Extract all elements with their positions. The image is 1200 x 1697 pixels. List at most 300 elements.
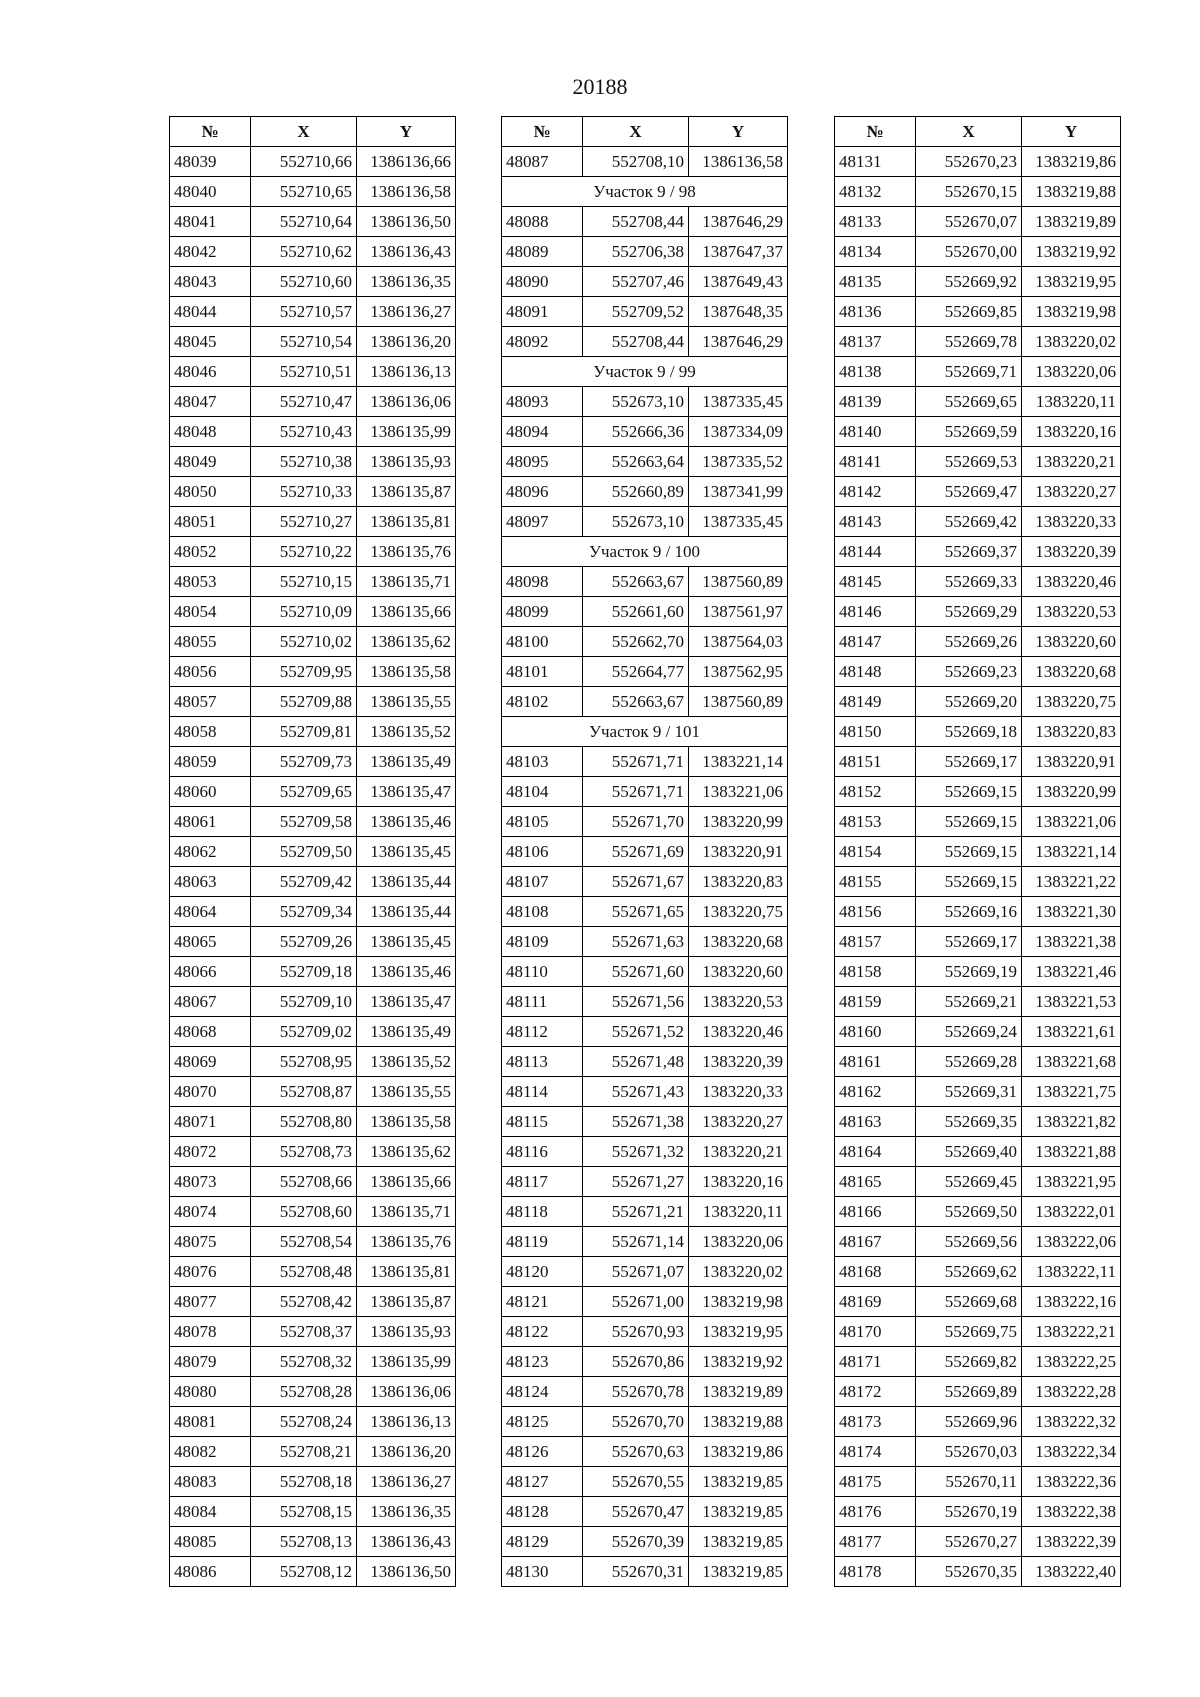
header-y: Y: [357, 117, 456, 147]
table-row: [502, 1347, 788, 1377]
x-coordinate-cell: 552669,62: [916, 1257, 1022, 1287]
table-row: [170, 1287, 456, 1317]
x-coordinate-cell: 552670,00: [916, 237, 1022, 267]
point-number-cell: 48172: [835, 1377, 916, 1407]
point-number-cell: 48101: [502, 657, 583, 687]
table-row: [170, 957, 456, 987]
x-coordinate-cell: 552709,52: [583, 297, 689, 327]
table-row: [502, 327, 788, 357]
coordinates-table-2: [501, 116, 788, 1587]
point-number-cell: 48162: [835, 1077, 916, 1107]
point-number-cell: 48164: [835, 1137, 916, 1167]
y-coordinate-cell: 1386136,27: [357, 1467, 456, 1497]
x-coordinate-cell: 552708,44: [583, 327, 689, 357]
x-coordinate-cell: 552708,44: [583, 207, 689, 237]
x-coordinate-cell: 552669,20: [916, 687, 1022, 717]
point-number-cell: 48131: [835, 147, 916, 177]
point-number-cell: 48130: [502, 1557, 583, 1587]
y-coordinate-cell: 1386135,81: [357, 1257, 456, 1287]
y-coordinate-cell: 1383221,95: [1022, 1167, 1121, 1197]
y-coordinate-cell: 1383221,61: [1022, 1017, 1121, 1047]
section-title: Участок 9 / 100: [502, 537, 788, 567]
y-coordinate-cell: 1383220,68: [1022, 657, 1121, 687]
table-row: [170, 1077, 456, 1107]
point-number-cell: 48078: [170, 1317, 251, 1347]
table-row: [170, 627, 456, 657]
table-row: [170, 387, 456, 417]
point-number-cell: 48098: [502, 567, 583, 597]
y-coordinate-cell: 1386135,44: [357, 897, 456, 927]
point-number-cell: 48064: [170, 897, 251, 927]
y-coordinate-cell: 1386136,06: [357, 1377, 456, 1407]
table-row: [502, 1137, 788, 1167]
table-row: [502, 147, 788, 177]
point-number-cell: 48153: [835, 807, 916, 837]
x-coordinate-cell: 552708,87: [251, 1077, 357, 1107]
point-number-cell: 48095: [502, 447, 583, 477]
point-number-cell: 48086: [170, 1557, 251, 1587]
y-coordinate-cell: 1386135,99: [357, 417, 456, 447]
y-coordinate-cell: 1386135,71: [357, 1197, 456, 1227]
y-coordinate-cell: 1383220,53: [689, 987, 788, 1017]
x-coordinate-cell: 552669,15: [916, 807, 1022, 837]
x-coordinate-cell: 552670,93: [583, 1317, 689, 1347]
point-number-cell: 48073: [170, 1167, 251, 1197]
table-row: [835, 537, 1121, 567]
table-row: [502, 507, 788, 537]
table-row: [835, 627, 1121, 657]
point-number-cell: 48166: [835, 1197, 916, 1227]
x-coordinate-cell: 552663,67: [583, 567, 689, 597]
x-coordinate-cell: 552708,60: [251, 1197, 357, 1227]
table-row: [835, 267, 1121, 297]
point-number-cell: 48144: [835, 537, 916, 567]
point-number-cell: 48161: [835, 1047, 916, 1077]
point-number-cell: 48090: [502, 267, 583, 297]
table-row: [835, 1437, 1121, 1467]
x-coordinate-cell: 552708,24: [251, 1407, 357, 1437]
point-number-cell: 48069: [170, 1047, 251, 1077]
point-number-cell: 48171: [835, 1347, 916, 1377]
point-number-cell: 48152: [835, 777, 916, 807]
section-row: [502, 177, 788, 207]
y-coordinate-cell: 1386135,66: [357, 1167, 456, 1197]
table-row: [502, 897, 788, 927]
y-coordinate-cell: 1387561,97: [689, 597, 788, 627]
x-coordinate-cell: 552671,71: [583, 777, 689, 807]
x-coordinate-cell: 552708,95: [251, 1047, 357, 1077]
x-coordinate-cell: 552708,28: [251, 1377, 357, 1407]
y-coordinate-cell: 1383219,92: [1022, 237, 1121, 267]
y-coordinate-cell: 1383219,92: [689, 1347, 788, 1377]
x-coordinate-cell: 552671,21: [583, 1197, 689, 1227]
table-row: [835, 1077, 1121, 1107]
x-coordinate-cell: 552710,22: [251, 537, 357, 567]
table-row: [502, 1317, 788, 1347]
y-coordinate-cell: 1386135,93: [357, 447, 456, 477]
y-coordinate-cell: 1386135,76: [357, 1227, 456, 1257]
point-number-cell: 48125: [502, 1407, 583, 1437]
x-coordinate-cell: 552709,50: [251, 837, 357, 867]
x-coordinate-cell: 552708,48: [251, 1257, 357, 1287]
y-coordinate-cell: 1383222,01: [1022, 1197, 1121, 1227]
x-coordinate-cell: 552708,18: [251, 1467, 357, 1497]
table-row: [170, 1197, 456, 1227]
y-coordinate-cell: 1383220,91: [1022, 747, 1121, 777]
point-number-cell: 48060: [170, 777, 251, 807]
x-coordinate-cell: 552709,10: [251, 987, 357, 1017]
point-number-cell: 48081: [170, 1407, 251, 1437]
y-coordinate-cell: 1383220,21: [1022, 447, 1121, 477]
point-number-cell: 48082: [170, 1437, 251, 1467]
table-row: [502, 627, 788, 657]
x-coordinate-cell: 552670,55: [583, 1467, 689, 1497]
y-coordinate-cell: 1386136,66: [357, 147, 456, 177]
header-num: №: [502, 117, 583, 147]
y-coordinate-cell: 1383220,75: [1022, 687, 1121, 717]
point-number-cell: 48077: [170, 1287, 251, 1317]
table-row: [170, 1317, 456, 1347]
point-number-cell: 48165: [835, 1167, 916, 1197]
table-row: [835, 1137, 1121, 1167]
table-row: [835, 957, 1121, 987]
header-x: X: [583, 117, 689, 147]
y-coordinate-cell: 1383219,85: [689, 1467, 788, 1497]
x-coordinate-cell: 552709,65: [251, 777, 357, 807]
point-number-cell: 48085: [170, 1527, 251, 1557]
x-coordinate-cell: 552710,66: [251, 147, 357, 177]
y-coordinate-cell: 1383220,99: [689, 807, 788, 837]
y-coordinate-cell: 1383220,27: [1022, 477, 1121, 507]
y-coordinate-cell: 1383220,53: [1022, 597, 1121, 627]
x-coordinate-cell: 552661,60: [583, 597, 689, 627]
x-coordinate-cell: 552709,58: [251, 807, 357, 837]
x-coordinate-cell: 552669,33: [916, 567, 1022, 597]
y-coordinate-cell: 1383222,38: [1022, 1497, 1121, 1527]
x-coordinate-cell: 552710,57: [251, 297, 357, 327]
table-row: [835, 477, 1121, 507]
table-row: [170, 1107, 456, 1137]
x-coordinate-cell: 552708,15: [251, 1497, 357, 1527]
y-coordinate-cell: 1387647,37: [689, 237, 788, 267]
y-coordinate-cell: 1383221,68: [1022, 1047, 1121, 1077]
section-row: [502, 357, 788, 387]
x-coordinate-cell: 552673,10: [583, 507, 689, 537]
point-number-cell: 48099: [502, 597, 583, 627]
y-coordinate-cell: 1383221,14: [1022, 837, 1121, 867]
x-coordinate-cell: 552708,12: [251, 1557, 357, 1587]
point-number-cell: 48051: [170, 507, 251, 537]
x-coordinate-cell: 552709,42: [251, 867, 357, 897]
table-row: [502, 387, 788, 417]
point-number-cell: 48132: [835, 177, 916, 207]
y-coordinate-cell: 1387335,45: [689, 507, 788, 537]
table-row: [835, 657, 1121, 687]
y-coordinate-cell: 1383221,82: [1022, 1107, 1121, 1137]
table-row: [502, 477, 788, 507]
y-coordinate-cell: 1383222,06: [1022, 1227, 1121, 1257]
y-coordinate-cell: 1383221,22: [1022, 867, 1121, 897]
y-coordinate-cell: 1386135,81: [357, 507, 456, 537]
x-coordinate-cell: 552669,18: [916, 717, 1022, 747]
section-row: [502, 717, 788, 747]
y-coordinate-cell: 1387560,89: [689, 687, 788, 717]
point-number-cell: 48126: [502, 1437, 583, 1467]
point-number-cell: 48092: [502, 327, 583, 357]
x-coordinate-cell: 552669,96: [916, 1407, 1022, 1437]
table-row: [835, 927, 1121, 957]
x-coordinate-cell: 552670,86: [583, 1347, 689, 1377]
point-number-cell: 48041: [170, 207, 251, 237]
point-number-cell: 48097: [502, 507, 583, 537]
table-row: [502, 1167, 788, 1197]
table-row: [502, 657, 788, 687]
table-row: [502, 237, 788, 267]
y-coordinate-cell: 1383220,21: [689, 1137, 788, 1167]
point-number-cell: 48135: [835, 267, 916, 297]
x-coordinate-cell: 552671,07: [583, 1257, 689, 1287]
y-coordinate-cell: 1383220,16: [689, 1167, 788, 1197]
point-number-cell: 48148: [835, 657, 916, 687]
point-number-cell: 48176: [835, 1497, 916, 1527]
x-coordinate-cell: 552666,36: [583, 417, 689, 447]
y-coordinate-cell: 1383220,83: [689, 867, 788, 897]
x-coordinate-cell: 552670,07: [916, 207, 1022, 237]
point-number-cell: 48061: [170, 807, 251, 837]
x-coordinate-cell: 552671,32: [583, 1137, 689, 1167]
table-row: [502, 1287, 788, 1317]
point-number-cell: 48072: [170, 1137, 251, 1167]
table-row: [502, 1017, 788, 1047]
table-row: [835, 687, 1121, 717]
y-coordinate-cell: 1383220,02: [689, 1257, 788, 1287]
y-coordinate-cell: 1386135,47: [357, 987, 456, 1017]
point-number-cell: 48039: [170, 147, 251, 177]
table-row: [502, 867, 788, 897]
x-coordinate-cell: 552710,65: [251, 177, 357, 207]
y-coordinate-cell: 1386136,50: [357, 207, 456, 237]
x-coordinate-cell: 552708,42: [251, 1287, 357, 1317]
table-row: [170, 567, 456, 597]
y-coordinate-cell: 1383219,88: [689, 1407, 788, 1437]
point-number-cell: 48140: [835, 417, 916, 447]
table-row: [502, 267, 788, 297]
point-number-cell: 48149: [835, 687, 916, 717]
y-coordinate-cell: 1383221,06: [1022, 807, 1121, 837]
table-row: [170, 657, 456, 687]
point-number-cell: 48057: [170, 687, 251, 717]
x-coordinate-cell: 552671,65: [583, 897, 689, 927]
x-coordinate-cell: 552669,21: [916, 987, 1022, 1017]
y-coordinate-cell: 1387341,99: [689, 477, 788, 507]
point-number-cell: 48110: [502, 957, 583, 987]
x-coordinate-cell: 552669,92: [916, 267, 1022, 297]
point-number-cell: 48115: [502, 1107, 583, 1137]
point-number-cell: 48154: [835, 837, 916, 867]
y-coordinate-cell: 1383220,33: [1022, 507, 1121, 537]
x-coordinate-cell: 552673,10: [583, 387, 689, 417]
x-coordinate-cell: 552670,39: [583, 1527, 689, 1557]
x-coordinate-cell: 552670,19: [916, 1497, 1022, 1527]
x-coordinate-cell: 552709,18: [251, 957, 357, 987]
point-number-cell: 48087: [502, 147, 583, 177]
table-header-row: [502, 117, 788, 147]
table-row: [502, 1107, 788, 1137]
x-coordinate-cell: 552710,15: [251, 567, 357, 597]
x-coordinate-cell: 552710,33: [251, 477, 357, 507]
table-row: [170, 1227, 456, 1257]
point-number-cell: 48059: [170, 747, 251, 777]
x-coordinate-cell: 552669,15: [916, 837, 1022, 867]
x-coordinate-cell: 552669,50: [916, 1197, 1022, 1227]
point-number-cell: 48074: [170, 1197, 251, 1227]
y-coordinate-cell: 1386136,50: [357, 1557, 456, 1587]
x-coordinate-cell: 552669,17: [916, 747, 1022, 777]
table-row: [502, 1467, 788, 1497]
table-row: [502, 1557, 788, 1587]
point-number-cell: 48123: [502, 1347, 583, 1377]
y-coordinate-cell: 1383220,60: [689, 957, 788, 987]
header-num: №: [835, 117, 916, 147]
table-row: [502, 1437, 788, 1467]
table-row: [835, 747, 1121, 777]
x-coordinate-cell: 552670,03: [916, 1437, 1022, 1467]
x-coordinate-cell: 552670,11: [916, 1467, 1022, 1497]
point-number-cell: 48150: [835, 717, 916, 747]
y-coordinate-cell: 1383222,28: [1022, 1377, 1121, 1407]
point-number-cell: 48120: [502, 1257, 583, 1287]
y-coordinate-cell: 1383220,06: [689, 1227, 788, 1257]
point-number-cell: 48111: [502, 987, 583, 1017]
y-coordinate-cell: 1383220,33: [689, 1077, 788, 1107]
y-coordinate-cell: 1383220,02: [1022, 327, 1121, 357]
y-coordinate-cell: 1387646,29: [689, 327, 788, 357]
y-coordinate-cell: 1383220,75: [689, 897, 788, 927]
table-row: [835, 717, 1121, 747]
x-coordinate-cell: 552669,53: [916, 447, 1022, 477]
point-number-cell: 48168: [835, 1257, 916, 1287]
point-number-cell: 48116: [502, 1137, 583, 1167]
table-row: [835, 1287, 1121, 1317]
y-coordinate-cell: 1386135,93: [357, 1317, 456, 1347]
table-row: [835, 1047, 1121, 1077]
y-coordinate-cell: 1386135,47: [357, 777, 456, 807]
point-number-cell: 48070: [170, 1077, 251, 1107]
y-coordinate-cell: 1383222,36: [1022, 1467, 1121, 1497]
y-coordinate-cell: 1383220,27: [689, 1107, 788, 1137]
point-number-cell: 48117: [502, 1167, 583, 1197]
table-row: [502, 1197, 788, 1227]
y-coordinate-cell: 1383222,40: [1022, 1557, 1121, 1587]
table-row: [835, 1467, 1121, 1497]
table-row: [170, 747, 456, 777]
table-row: [170, 147, 456, 177]
y-coordinate-cell: 1383220,46: [1022, 567, 1121, 597]
page-number: 20188: [572, 74, 628, 99]
point-number-cell: 48096: [502, 477, 583, 507]
x-coordinate-cell: 552708,13: [251, 1527, 357, 1557]
table-row: [835, 1107, 1121, 1137]
table-row: [835, 867, 1121, 897]
y-coordinate-cell: 1386135,55: [357, 1077, 456, 1107]
x-coordinate-cell: 552671,27: [583, 1167, 689, 1197]
table-row: [170, 1467, 456, 1497]
y-coordinate-cell: 1387646,29: [689, 207, 788, 237]
point-number-cell: 48167: [835, 1227, 916, 1257]
table-row: [835, 1347, 1121, 1377]
table-row: [835, 1167, 1121, 1197]
x-coordinate-cell: 552669,19: [916, 957, 1022, 987]
y-coordinate-cell: 1387564,03: [689, 627, 788, 657]
x-coordinate-cell: 552708,37: [251, 1317, 357, 1347]
point-number-cell: 48103: [502, 747, 583, 777]
point-number-cell: 48109: [502, 927, 583, 957]
table-row: [835, 417, 1121, 447]
table-row: [170, 687, 456, 717]
table-row: [170, 507, 456, 537]
table-row: [170, 927, 456, 957]
point-number-cell: 48129: [502, 1527, 583, 1557]
x-coordinate-cell: 552709,73: [251, 747, 357, 777]
table-row: [502, 207, 788, 237]
point-number-cell: 48062: [170, 837, 251, 867]
table-row: [170, 417, 456, 447]
y-coordinate-cell: 1386135,87: [357, 477, 456, 507]
table-row: [502, 777, 788, 807]
x-coordinate-cell: 552669,17: [916, 927, 1022, 957]
y-coordinate-cell: 1386136,27: [357, 297, 456, 327]
table-row: [835, 1257, 1121, 1287]
y-coordinate-cell: 1386135,46: [357, 807, 456, 837]
table-row: [170, 777, 456, 807]
table-row: [835, 807, 1121, 837]
table-row: [502, 1257, 788, 1287]
y-coordinate-cell: 1383221,38: [1022, 927, 1121, 957]
y-coordinate-cell: 1386136,06: [357, 387, 456, 417]
point-number-cell: 48133: [835, 207, 916, 237]
x-coordinate-cell: 552710,43: [251, 417, 357, 447]
x-coordinate-cell: 552669,35: [916, 1107, 1022, 1137]
x-coordinate-cell: 552707,46: [583, 267, 689, 297]
table-row: [502, 417, 788, 447]
x-coordinate-cell: 552669,65: [916, 387, 1022, 417]
point-number-cell: 48102: [502, 687, 583, 717]
table-row: [170, 1047, 456, 1077]
y-coordinate-cell: 1383220,11: [689, 1197, 788, 1227]
point-number-cell: 48114: [502, 1077, 583, 1107]
table-row: [502, 747, 788, 777]
table-row: [835, 837, 1121, 867]
x-coordinate-cell: 552671,00: [583, 1287, 689, 1317]
x-coordinate-cell: 552670,15: [916, 177, 1022, 207]
y-coordinate-cell: 1383222,21: [1022, 1317, 1121, 1347]
y-coordinate-cell: 1386136,35: [357, 1497, 456, 1527]
header-x: X: [251, 117, 357, 147]
y-coordinate-cell: 1383219,95: [1022, 267, 1121, 297]
table-row: [170, 837, 456, 867]
y-coordinate-cell: 1386135,46: [357, 957, 456, 987]
point-number-cell: 48075: [170, 1227, 251, 1257]
header-x: X: [916, 117, 1022, 147]
table-header-row: [170, 117, 456, 147]
y-coordinate-cell: 1386135,55: [357, 687, 456, 717]
table-row: [170, 537, 456, 567]
y-coordinate-cell: 1383221,30: [1022, 897, 1121, 927]
table-row: [170, 1167, 456, 1197]
x-coordinate-cell: 552669,28: [916, 1047, 1022, 1077]
point-number-cell: 48177: [835, 1527, 916, 1557]
y-coordinate-cell: 1383220,60: [1022, 627, 1121, 657]
